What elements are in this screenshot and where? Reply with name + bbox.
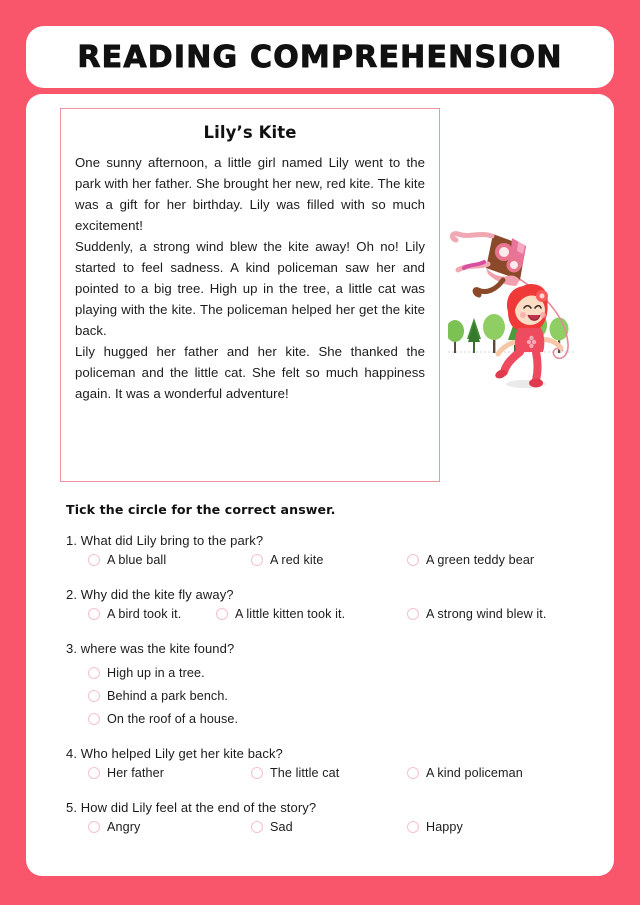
option-label: A strong wind blew it. bbox=[426, 607, 547, 621]
radio-circle-icon[interactable] bbox=[88, 767, 100, 779]
story-box bbox=[60, 108, 440, 482]
option-label: On the roof of a house. bbox=[107, 711, 239, 726]
option-3-2[interactable] bbox=[88, 684, 586, 707]
options-row-1 bbox=[66, 553, 586, 573]
option-1-1[interactable] bbox=[88, 553, 166, 567]
radio-circle-icon[interactable] bbox=[407, 608, 419, 620]
radio-circle-icon[interactable] bbox=[88, 608, 100, 620]
option-5-3[interactable] bbox=[407, 820, 463, 834]
radio-circle-icon[interactable] bbox=[88, 667, 100, 679]
question-text-4: 4. Who helped Lily get her kite back? bbox=[66, 746, 283, 761]
girl-flying-kite-illustration bbox=[448, 212, 608, 402]
girl bbox=[494, 284, 561, 388]
radio-circle-icon[interactable] bbox=[251, 554, 263, 566]
radio-circle-icon[interactable] bbox=[88, 690, 100, 702]
options-row-4 bbox=[66, 766, 586, 786]
option-label: A red kite bbox=[270, 553, 324, 567]
worksheet-card bbox=[26, 94, 614, 876]
radio-circle-icon[interactable] bbox=[407, 554, 419, 566]
questions-area bbox=[66, 502, 586, 854]
option-label: A little kitten took it. bbox=[235, 607, 346, 621]
kite bbox=[452, 234, 526, 295]
question-block-3 bbox=[66, 641, 586, 730]
option-1-2[interactable] bbox=[251, 553, 324, 567]
radio-circle-icon[interactable] bbox=[88, 821, 100, 833]
option-label: Happy bbox=[426, 820, 463, 834]
option-2-3[interactable] bbox=[407, 607, 547, 621]
story-title: Lily’s Kite bbox=[203, 123, 297, 142]
radio-circle-icon[interactable] bbox=[407, 767, 419, 779]
option-label: A bird took it. bbox=[107, 607, 182, 621]
option-label: High up in a tree. bbox=[107, 665, 205, 680]
radio-circle-icon[interactable] bbox=[88, 554, 100, 566]
page-title: READING COMPREHENSION bbox=[77, 39, 563, 75]
option-4-1[interactable] bbox=[88, 766, 164, 780]
option-label: A green teddy bear bbox=[426, 553, 535, 567]
question-text-3: 3. where was the kite found? bbox=[66, 641, 235, 656]
story-paragraph: One sunny afternoon, a little girl named Lily went to the park with her father. She brought her new, red kite. The kite was a gift for her birthday. Lily was filled with so much excitement! bbox=[75, 155, 425, 233]
option-label: A kind policeman bbox=[426, 766, 523, 780]
options-row-2 bbox=[66, 607, 586, 627]
question-text-2: 2. Why did the kite fly away? bbox=[66, 587, 234, 602]
radio-circle-icon[interactable] bbox=[407, 821, 419, 833]
option-3-1[interactable] bbox=[88, 661, 586, 684]
option-label: Sad bbox=[270, 820, 293, 834]
option-4-2[interactable] bbox=[251, 766, 339, 780]
option-label: A blue ball bbox=[107, 553, 167, 567]
option-4-3[interactable] bbox=[407, 766, 523, 780]
options-stack-3 bbox=[66, 661, 586, 730]
story-paragraph: Lily hugged her father and her kite. She thanked the policeman and the little cat. She felt so much happiness again. It was a wonderful adventure! bbox=[75, 344, 425, 401]
option-label: Her father bbox=[107, 766, 164, 780]
question-block-2 bbox=[66, 587, 586, 627]
option-label: Behind a park bench. bbox=[107, 688, 229, 703]
question-block-1 bbox=[66, 533, 586, 573]
question-text-5: 5. How did Lily feel at the end of the story? bbox=[66, 800, 317, 815]
option-3-3[interactable] bbox=[88, 707, 586, 730]
radio-circle-icon[interactable] bbox=[88, 713, 100, 725]
header-card bbox=[26, 26, 614, 88]
option-2-2[interactable] bbox=[216, 607, 345, 621]
option-label: The little cat bbox=[270, 766, 340, 780]
radio-circle-icon[interactable] bbox=[216, 608, 228, 620]
story-area bbox=[26, 94, 614, 494]
radio-circle-icon[interactable] bbox=[251, 767, 263, 779]
option-5-1[interactable] bbox=[88, 820, 140, 834]
story-paragraph: Suddenly, a strong wind blew the kite away! Oh no! Lily started to feel sadness. A kind policeman saw her and pointed to a big tree. High up in the tree, a little cat was playing with the kite. The policeman helped her get the kite back. bbox=[75, 239, 425, 338]
option-2-1[interactable] bbox=[88, 607, 181, 621]
question-block-5 bbox=[66, 800, 586, 840]
options-row-5 bbox=[66, 820, 586, 840]
instruction-text: Tick the circle for the correct answer. bbox=[66, 502, 336, 517]
option-1-3[interactable] bbox=[407, 553, 534, 567]
question-block-4 bbox=[66, 746, 586, 786]
question-text-1: 1. What did Lily bring to the park? bbox=[66, 533, 264, 548]
option-label: Angry bbox=[107, 820, 141, 834]
radio-circle-icon[interactable] bbox=[251, 821, 263, 833]
option-5-2[interactable] bbox=[251, 820, 293, 834]
